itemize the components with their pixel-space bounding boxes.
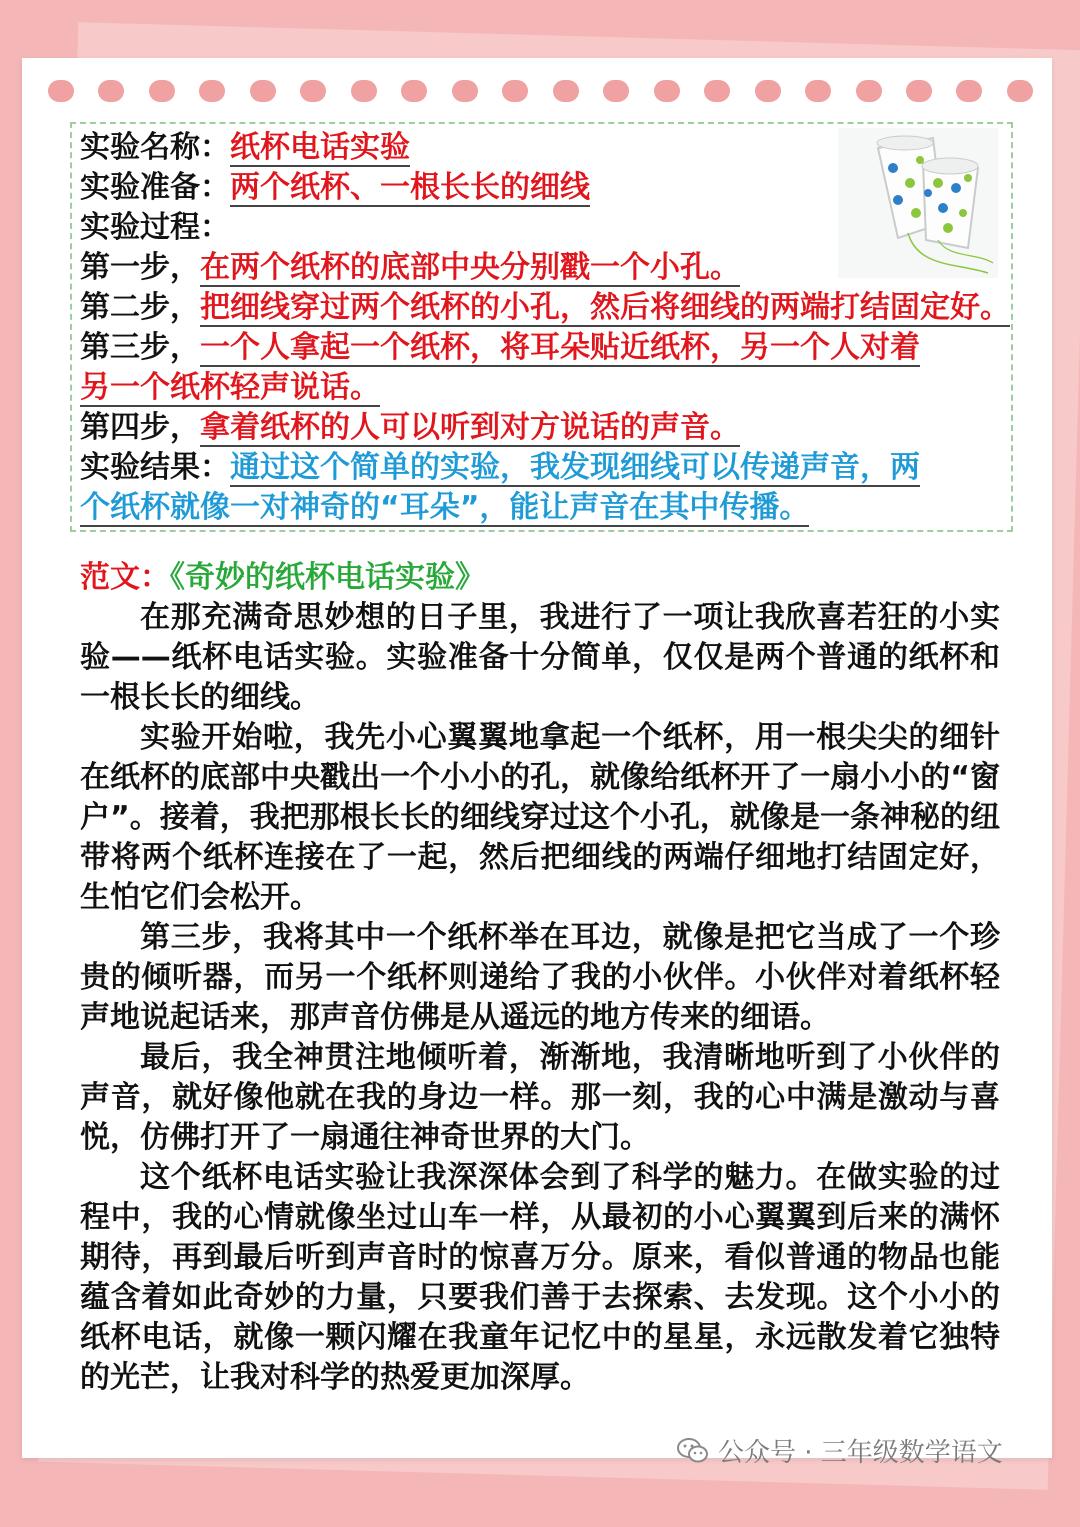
essay-paragraph: 这个纸杯电话实验让我深深体会到了科学的魅力。在做实验的过程中，我的心情就像坐过山车一样，从最初的小心翼翼到后来的满怀期待，再到最后听到声音时的惊喜万分。原来，看似普通的物品也能蕴含着如此奇妙的力量，只要我们善于去探索、去发现。这个小小的纸杯电话，就像一颗闪耀在我童年记忆中的星星，永远散发着它独特的光芒，让我对科学的热爱更加深厚。 [80,1160,1000,1395]
result-label: 实验结果： [80,450,230,485]
row-step3-cont [80,368,380,408]
row-step4 [80,408,740,448]
paper-cup-phone-image [838,128,998,278]
name-value: 纸杯电话实验 [230,130,410,165]
step4-label: 第四步， [80,410,200,445]
step1-value: 在两个纸杯的底部中央分别戳一个小孔。 [200,250,740,285]
row-preparation [80,168,590,208]
essay-paragraph: 最后，我全神贯注地倾听着，渐渐地，我清晰地听到了小伙伴的声音，就好像他就在我的身边一样。那一刻，我的心中满是激动与喜悦，仿佛打开了一扇通往神奇世界的大门。 [80,1040,1000,1155]
essay-label: 范文： [80,560,170,595]
step2-value: 把细线穿过两个纸杯的小孔，然后将细线的两端打结固定好。 [200,290,1010,325]
step2-label: 第二步， [80,290,200,325]
result-value-a: 通过这个简单的实验，我发现细线可以传递声音，两 [230,450,920,485]
essay-paragraph: 第三步，我将其中一个纸杯举在耳边，就像是把它当成了一个珍贵的倾听器，而另一个纸杯则递给了我的小伙伴。小伙伴对着纸杯轻声地说起话来，那声音仿佛是从遥远的地方传来的细语。 [80,920,1000,1035]
row-name [80,128,410,168]
wechat-icon [676,1437,710,1465]
watermark [676,1432,1003,1469]
essay-heading [80,558,1000,598]
prep-value: 两个纸杯、一根长长的细线 [230,170,590,205]
name-label: 实验名称： [80,130,230,165]
step3-value-b: 另一个纸杯轻声说话。 [80,370,380,405]
row-result [80,448,920,488]
essay-paragraph: 实验开始啦，我先小心翼翼地拿起一个纸杯，用一根尖尖的细针在纸杯的底部中央戳出一个小小的孔，就像给纸杯开了一扇小小的“窗户”。接着，我把那根长长的细线穿过这个小孔，就像是一条神秘的纽带将两个纸杯连接在了一起，然后把细线的两端仔细地打结固定好，生怕它们会松开。 [80,720,1000,915]
binding-holes [48,78,1033,104]
step3-label: 第三步， [80,330,200,365]
row-result-cont [80,488,809,528]
row-step1 [80,248,740,288]
result-value-b: 个纸杯就像一对神奇的“耳朵”，能让声音在其中传播。 [80,490,810,525]
row-step2 [80,288,1010,328]
essay-title: 《奇妙的纸杯电话实验》 [170,560,485,595]
prep-label: 实验准备： [80,170,230,205]
row-process [80,208,230,248]
model-essay [80,558,1000,1398]
essay-paragraph: 在那充满奇思妙想的日子里，我进行了一项让我欣喜若狂的小实验——纸杯电话实验。实验准备十分简单，仅仅是两个普通的纸杯和一根长长的细线。 [80,600,1000,715]
row-step3 [80,328,920,368]
footer-text: 公众号 · 三年级数学语文 [718,1438,1003,1468]
process-label: 实验过程： [80,210,230,245]
step4-value: 拿着纸杯的人可以听到对方说话的声音。 [200,410,740,445]
step3-value-a: 一个人拿起一个纸杯，将耳朵贴近纸杯，另一个人对着 [200,330,920,365]
step1-label: 第一步， [80,250,200,285]
